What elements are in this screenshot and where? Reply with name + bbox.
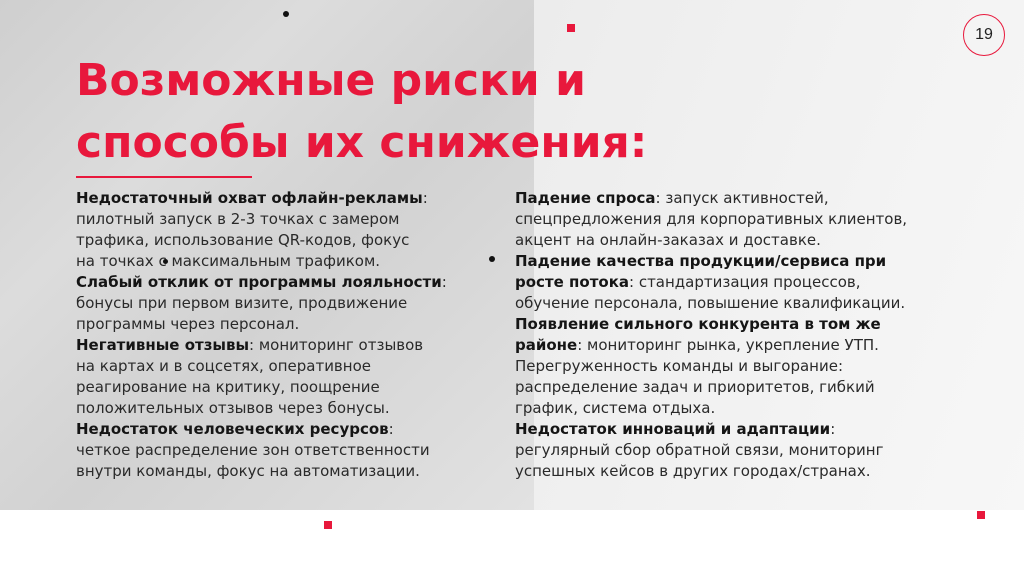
risk-text: : — [422, 189, 428, 207]
risk-text-line: регулярный сбор обратной связи, мониторинг — [515, 441, 884, 459]
decor-square-bottom — [324, 521, 332, 529]
risk-heading: Негативные отзывы — [76, 336, 250, 354]
decor-dot-top — [283, 11, 289, 17]
risk-text-line: на картах и в соцсетях, оперативное — [76, 357, 371, 375]
risk-text-line: обучение персонала, повышение квалификации. — [515, 294, 906, 312]
risk-heading: Падение спроса — [515, 189, 656, 207]
risk-text-line: реагирование на критику, поощрение — [76, 378, 380, 396]
risk-text-line: программы через персонал. — [76, 315, 300, 333]
risk-text-line: успешных кейсов в других городах/странах. — [515, 462, 871, 480]
risk-heading: Появление сильного конкурента в том же — [515, 315, 881, 333]
risk-item-cont — [515, 272, 907, 293]
risk-text-line: акцент на онлайн-заказах и доставке. — [515, 231, 821, 249]
risk-heading: Недостаток человеческих ресурсов — [76, 420, 389, 438]
risk-item-cont — [515, 335, 907, 356]
risk-item — [76, 335, 447, 356]
risk-item — [515, 419, 907, 440]
risk-text-line: четкое распределение зон ответственности — [76, 441, 430, 459]
risk-item — [76, 419, 447, 440]
page-number: 19 — [975, 26, 993, 43]
risk-text: : — [388, 420, 394, 438]
risk-item — [76, 272, 447, 293]
risk-text-line: спецпредложения для корпоративных клиентов, — [515, 210, 908, 228]
risk-item — [515, 251, 907, 272]
risks-right-column — [515, 188, 907, 482]
risk-text: : мониторинг отзывов — [249, 336, 424, 354]
risk-text-line: положительных отзывов через бонусы. — [76, 399, 390, 417]
title-underline — [76, 176, 252, 178]
decor-dot-middle — [489, 256, 495, 262]
risk-text-line: бонусы при первом визите, продвижение — [76, 294, 408, 312]
risk-item — [76, 188, 447, 209]
risk-heading: Слабый отклик от программы лояльности — [76, 273, 442, 291]
title-line-2: способы их снижения: — [76, 117, 648, 168]
slide-title — [76, 50, 836, 174]
risk-heading: Недостаточный охват офлайн-рекламы — [76, 189, 423, 207]
risk-text-line: на точках с максимальным трафиком. — [76, 252, 381, 270]
risk-item — [515, 314, 907, 335]
risk-text: : — [830, 420, 836, 438]
risk-text: : стандартизация процессов, — [629, 273, 861, 291]
risks-left-column — [76, 188, 447, 482]
risk-text-line: Перегруженность команды и выгорание: — [515, 357, 844, 375]
risk-heading-cont: росте потока — [515, 273, 629, 291]
risk-text-line: трафика, использование QR-кодов, фокус — [76, 231, 410, 249]
decor-square-top — [567, 24, 575, 32]
risk-text: : — [441, 273, 447, 291]
risk-text-line: распределение задач и приоритетов, гибкий — [515, 378, 875, 396]
risk-text-line: пилотный запуск в 2-3 точках с замером — [76, 210, 400, 228]
risk-text-line: график, система отдыха. — [515, 399, 716, 417]
risk-heading: Недостаток инноваций и адаптации — [515, 420, 831, 438]
risk-heading-cont: районе — [515, 336, 578, 354]
title-line-1: Возможные риски и — [76, 55, 586, 106]
risk-text: : запуск активностей, — [655, 189, 829, 207]
risk-text-line: внутри команды, фокус на автоматизации. — [76, 462, 420, 480]
risk-text: : мониторинг рынка, укрепление УТП. — [577, 336, 879, 354]
risk-heading: Падение качества продукции/сервиса при — [515, 252, 887, 270]
risk-item — [515, 188, 907, 209]
decor-square-bottom-right — [977, 511, 985, 519]
